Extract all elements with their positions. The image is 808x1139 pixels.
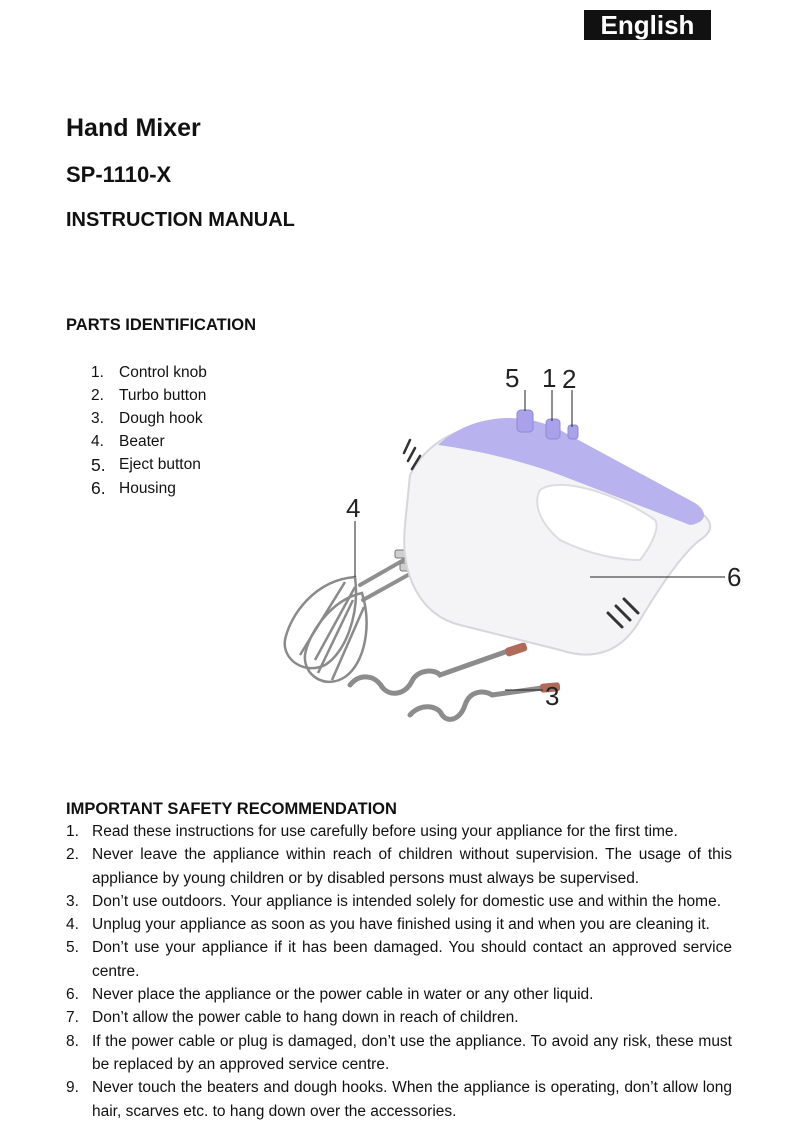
- beaters: [285, 577, 367, 682]
- safety-item-number: 3.: [66, 892, 79, 910]
- safety-item-number: 8.: [66, 1032, 79, 1050]
- safety-item-number: 9.: [66, 1079, 79, 1097]
- safety-item-number: 5.: [66, 939, 79, 957]
- safety-item: [66, 820, 732, 843]
- safety-item: [66, 843, 732, 890]
- language-label: English: [584, 10, 711, 40]
- safety-item-text: Don’t use your appliance if it has been damaged. You should contact an approved service centre.: [92, 939, 732, 980]
- parts-list-item: [91, 361, 207, 384]
- part-number: 4.: [91, 433, 104, 451]
- part-label: Dough hook: [119, 409, 203, 427]
- safety-item: [66, 936, 732, 983]
- parts-list-item: [91, 477, 207, 500]
- callout-1: 1: [542, 363, 557, 393]
- safety-item: [66, 1006, 732, 1029]
- part-number: 1.: [91, 363, 104, 381]
- safety-item-text: Never place the appliance or the power cable in water or any other liquid.: [92, 986, 594, 1004]
- part-number: 6.: [91, 478, 106, 499]
- parts-list-item: [91, 384, 207, 407]
- parts-list-item: [91, 454, 207, 477]
- part-label: Turbo button: [119, 386, 207, 404]
- safety-item-number: 7.: [66, 1009, 79, 1027]
- dough-hooks: [350, 651, 542, 719]
- part-number: 3.: [91, 409, 104, 427]
- part-label: Control knob: [119, 363, 207, 381]
- part-label: Housing: [119, 479, 176, 497]
- safety-item-text: Unplug your appliance as soon as you have finished using it and when you are cleaning it.: [92, 916, 710, 934]
- safety-item-number: 4.: [66, 916, 79, 934]
- parts-list-item: [91, 407, 207, 430]
- safety-item: [66, 1030, 732, 1077]
- part-label: Beater: [119, 433, 165, 451]
- safety-item-text: Don’t use outdoors. Your appliance is intended solely for domestic use and within the home.: [92, 892, 721, 910]
- safety-list: [66, 820, 732, 1123]
- manual-subtitle: INSTRUCTION MANUAL: [66, 209, 295, 231]
- parts-list: [91, 361, 207, 500]
- safety-item: [66, 913, 732, 936]
- safety-item-text: Never leave the appliance within reach of children without supervision. The usage of this appliance by young children or by disabled persons must always be supervised.: [92, 846, 732, 887]
- safety-item-text: Read these instructions for use carefully before using your appliance for the first time.: [92, 823, 678, 840]
- safety-heading: IMPORTANT SAFETY RECOMMENDATION: [66, 800, 397, 818]
- safety-item: [66, 983, 732, 1006]
- safety-item-number: 2.: [66, 846, 79, 864]
- safety-item-text: Never touch the beaters and dough hooks. When the appliance is operating, don’t allow long hair, scarves etc. to hang down over the accessories.: [92, 1079, 732, 1120]
- document-title: Hand Mixer: [66, 114, 201, 142]
- safety-item: [66, 890, 732, 913]
- eject-button: [517, 410, 533, 432]
- control-knob: [546, 419, 560, 439]
- safety-item-text: If the power cable or plug is damaged, don’t use the appliance. To avoid any risk, these must be replaced by an approved service centre.: [92, 1032, 732, 1073]
- callout-3: 3: [545, 681, 560, 711]
- safety-item-number: 1.: [66, 823, 79, 840]
- safety-item: [66, 1076, 732, 1123]
- model-number: SP-1110-X: [66, 162, 172, 187]
- parts-list-item: [91, 431, 207, 454]
- safety-item-number: 6.: [66, 986, 79, 1004]
- callout-6: 6: [727, 562, 742, 592]
- turbo-button: [568, 425, 578, 439]
- part-number: 2.: [91, 386, 104, 404]
- parts-heading: PARTS IDENTIFICATION: [66, 316, 257, 334]
- part-number: 5.: [91, 454, 106, 475]
- callout-5: 5: [505, 363, 520, 393]
- safety-item-text: Don’t allow the power cable to hang down in reach of children.: [92, 1009, 519, 1027]
- part-label: Eject button: [119, 456, 201, 474]
- callout-4: 4: [346, 493, 361, 523]
- hand-mixer-illustration: [260, 355, 760, 735]
- callout-2: 2: [562, 364, 577, 394]
